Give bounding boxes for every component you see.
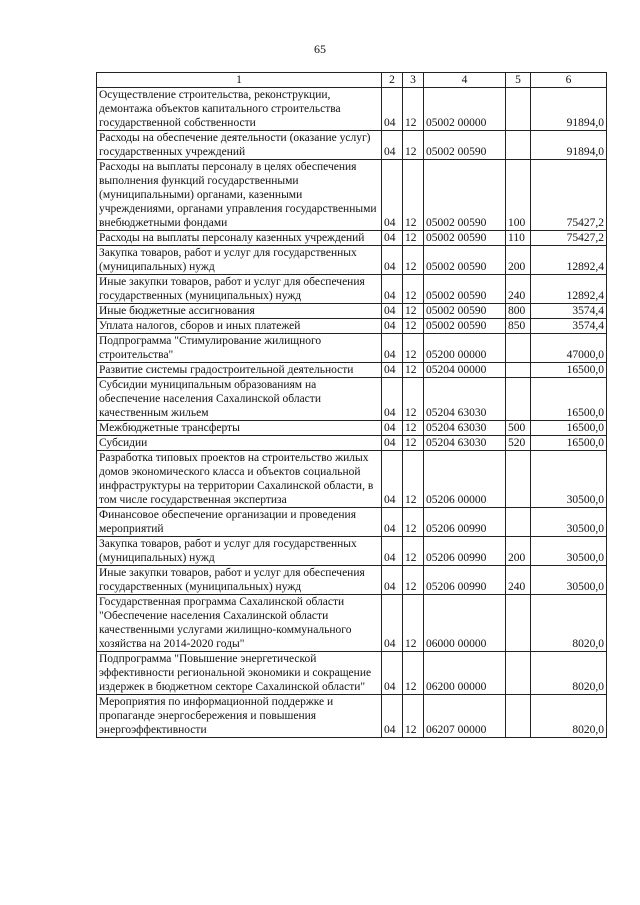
header-col-4: 4 — [424, 73, 506, 88]
row-section: 04 — [382, 537, 403, 566]
row-name: Закупка товаров, работ и услуг для государственных (муниципальных) нужд — [97, 537, 382, 566]
row-amount: 3574,4 — [531, 304, 607, 319]
table-row — [97, 160, 607, 231]
table-row — [97, 363, 607, 378]
row-amount: 16500,0 — [531, 436, 607, 451]
row-target-code: 05002 00590 — [424, 231, 506, 246]
row-subsection: 12 — [403, 595, 424, 652]
page-number: 65 — [314, 42, 326, 56]
row-section: 04 — [382, 363, 403, 378]
row-target-code: 05002 00590 — [424, 131, 506, 160]
row-expense-type — [506, 378, 531, 421]
row-section: 04 — [382, 595, 403, 652]
row-subsection: 12 — [403, 451, 424, 508]
row-amount: 12892,4 — [531, 246, 607, 275]
row-section: 04 — [382, 334, 403, 363]
row-subsection: 12 — [403, 231, 424, 246]
row-expense-type — [506, 363, 531, 378]
row-target-code: 05002 00590 — [424, 246, 506, 275]
row-section: 04 — [382, 131, 403, 160]
header-col-5: 5 — [506, 73, 531, 88]
row-subsection: 12 — [403, 131, 424, 160]
row-subsection: 12 — [403, 275, 424, 304]
row-name: Субсидии муниципальным образованиям на обеспечение населения Сахалинской области качественным жильем — [97, 378, 382, 421]
row-amount: 47000,0 — [531, 334, 607, 363]
row-section: 04 — [382, 231, 403, 246]
table-row — [97, 246, 607, 275]
row-expense-type: 200 — [506, 537, 531, 566]
row-section: 04 — [382, 695, 403, 738]
header-col-6: 6 — [531, 73, 607, 88]
row-name: Закупка товаров, работ и услуг для государственных (муниципальных) нужд — [97, 246, 382, 275]
row-target-code: 05204 63030 — [424, 378, 506, 421]
row-section: 04 — [382, 436, 403, 451]
row-expense-type: 200 — [506, 246, 531, 275]
row-amount: 16500,0 — [531, 421, 607, 436]
row-amount: 75427,2 — [531, 231, 607, 246]
row-subsection: 12 — [403, 436, 424, 451]
row-amount: 3574,4 — [531, 319, 607, 334]
header-col-3: 3 — [403, 73, 424, 88]
row-section: 04 — [382, 421, 403, 436]
table-row — [97, 421, 607, 436]
row-name: Разработка типовых проектов на строительство жилых домов экономического класса и объектов социальной инфраструктуры на территории Сахалинской области, в том числе государственная экспертиза — [97, 451, 382, 508]
row-section: 04 — [382, 451, 403, 508]
table-row — [97, 231, 607, 246]
row-expense-type — [506, 652, 531, 695]
table-row — [97, 378, 607, 421]
row-name: Мероприятия по информационной поддержке и пропаганде энергосбережения и повышения энергоэффективности — [97, 695, 382, 738]
row-name: Расходы на выплаты персоналу в целях обеспечения выполнения функций государственными (муниципальными) органами, казенными учреждениями, органами управления государственными внебюджетными фондами — [97, 160, 382, 231]
row-subsection: 12 — [403, 566, 424, 595]
row-target-code: 05206 00990 — [424, 537, 506, 566]
row-expense-type: 100 — [506, 160, 531, 231]
row-expense-type — [506, 88, 531, 131]
row-target-code: 05204 63030 — [424, 436, 506, 451]
row-name: Осуществление строительства, реконструкции, демонтажа объектов капитального строительства государственной собственности — [97, 88, 382, 131]
row-expense-type: 240 — [506, 566, 531, 595]
row-subsection: 12 — [403, 695, 424, 738]
table-row — [97, 88, 607, 131]
row-expense-type: 240 — [506, 275, 531, 304]
row-section: 04 — [382, 275, 403, 304]
row-amount: 16500,0 — [531, 378, 607, 421]
row-amount: 91894,0 — [531, 88, 607, 131]
row-name: Иные закупки товаров, работ и услуг для обеспечения государственных (муниципальных) нужд — [97, 275, 382, 304]
row-amount: 30500,0 — [531, 537, 607, 566]
table-row — [97, 451, 607, 508]
budget-table — [96, 72, 607, 738]
row-target-code: 05204 63030 — [424, 421, 506, 436]
row-name: Иные закупки товаров, работ и услуг для обеспечения государственных (муниципальных) нужд — [97, 566, 382, 595]
row-amount: 30500,0 — [531, 508, 607, 537]
table-row — [97, 595, 607, 652]
row-section: 04 — [382, 160, 403, 231]
row-expense-type — [506, 451, 531, 508]
row-target-code: 06207 00000 — [424, 695, 506, 738]
row-amount: 12892,4 — [531, 275, 607, 304]
row-amount: 75427,2 — [531, 160, 607, 231]
table-row — [97, 537, 607, 566]
row-name: Развитие системы градостроительной деятельности — [97, 363, 382, 378]
row-name: Уплата налогов, сборов и иных платежей — [97, 319, 382, 334]
table-row — [97, 275, 607, 304]
row-section: 04 — [382, 88, 403, 131]
row-amount: 8020,0 — [531, 652, 607, 695]
row-section: 04 — [382, 652, 403, 695]
row-expense-type — [506, 595, 531, 652]
row-expense-type — [506, 131, 531, 160]
row-subsection: 12 — [403, 160, 424, 231]
row-target-code: 05200 00000 — [424, 334, 506, 363]
row-name: Расходы на обеспечение деятельности (оказание услуг) государственных учреждений — [97, 131, 382, 160]
row-expense-type: 850 — [506, 319, 531, 334]
row-target-code: 05206 00990 — [424, 566, 506, 595]
row-target-code: 05206 00000 — [424, 451, 506, 508]
row-subsection: 12 — [403, 421, 424, 436]
row-amount: 8020,0 — [531, 695, 607, 738]
row-target-code: 05206 00990 — [424, 508, 506, 537]
row-subsection: 12 — [403, 88, 424, 131]
row-expense-type — [506, 334, 531, 363]
row-subsection: 12 — [403, 378, 424, 421]
row-section: 04 — [382, 378, 403, 421]
row-subsection: 12 — [403, 652, 424, 695]
row-expense-type: 800 — [506, 304, 531, 319]
row-target-code: 05002 00000 — [424, 88, 506, 131]
row-expense-type: 520 — [506, 436, 531, 451]
row-name: Финансовое обеспечение организации и проведения мероприятий — [97, 508, 382, 537]
row-section: 04 — [382, 508, 403, 537]
table-row — [97, 436, 607, 451]
row-target-code: 05204 00000 — [424, 363, 506, 378]
row-subsection: 12 — [403, 246, 424, 275]
row-target-code: 05002 00590 — [424, 160, 506, 231]
row-target-code: 06200 00000 — [424, 652, 506, 695]
header-col-2: 2 — [382, 73, 403, 88]
row-subsection: 12 — [403, 508, 424, 537]
row-amount: 16500,0 — [531, 363, 607, 378]
row-subsection: 12 — [403, 363, 424, 378]
row-section: 04 — [382, 319, 403, 334]
table-row — [97, 566, 607, 595]
row-amount: 30500,0 — [531, 451, 607, 508]
header-col-1: 1 — [97, 73, 382, 88]
row-name: Подпрограмма "Повышение энергетической эффективности региональной экономики и сокращение издержек в бюджетном секторе Сахалинской области" — [97, 652, 382, 695]
row-expense-type — [506, 508, 531, 537]
table-row — [97, 319, 607, 334]
row-subsection: 12 — [403, 334, 424, 363]
row-amount: 8020,0 — [531, 595, 607, 652]
row-name: Государственная программа Сахалинской области "Обеспечение населения Сахалинской области качественными услугами жилищно-коммунального хозяйства на 2014-2020 годы" — [97, 595, 382, 652]
row-subsection: 12 — [403, 319, 424, 334]
table-row — [97, 131, 607, 160]
row-name: Подпрограмма "Стимулирование жилищного строительства" — [97, 334, 382, 363]
row-name: Расходы на выплаты персоналу казенных учреждений — [97, 231, 382, 246]
row-target-code: 05002 00590 — [424, 319, 506, 334]
row-target-code: 06000 00000 — [424, 595, 506, 652]
row-amount: 30500,0 — [531, 566, 607, 595]
row-name: Субсидии — [97, 436, 382, 451]
table-row — [97, 652, 607, 695]
row-subsection: 12 — [403, 537, 424, 566]
row-target-code: 05002 00590 — [424, 304, 506, 319]
table-header-row — [97, 73, 607, 88]
row-amount: 91894,0 — [531, 131, 607, 160]
row-target-code: 05002 00590 — [424, 275, 506, 304]
row-expense-type: 500 — [506, 421, 531, 436]
row-section: 04 — [382, 246, 403, 275]
table-row — [97, 334, 607, 363]
row-expense-type: 110 — [506, 231, 531, 246]
row-section: 04 — [382, 566, 403, 595]
row-name: Иные бюджетные ассигнования — [97, 304, 382, 319]
row-name: Межбюджетные трансферты — [97, 421, 382, 436]
table-row — [97, 508, 607, 537]
row-section: 04 — [382, 304, 403, 319]
row-subsection: 12 — [403, 304, 424, 319]
table-row — [97, 304, 607, 319]
row-expense-type — [506, 695, 531, 738]
table-row — [97, 695, 607, 738]
